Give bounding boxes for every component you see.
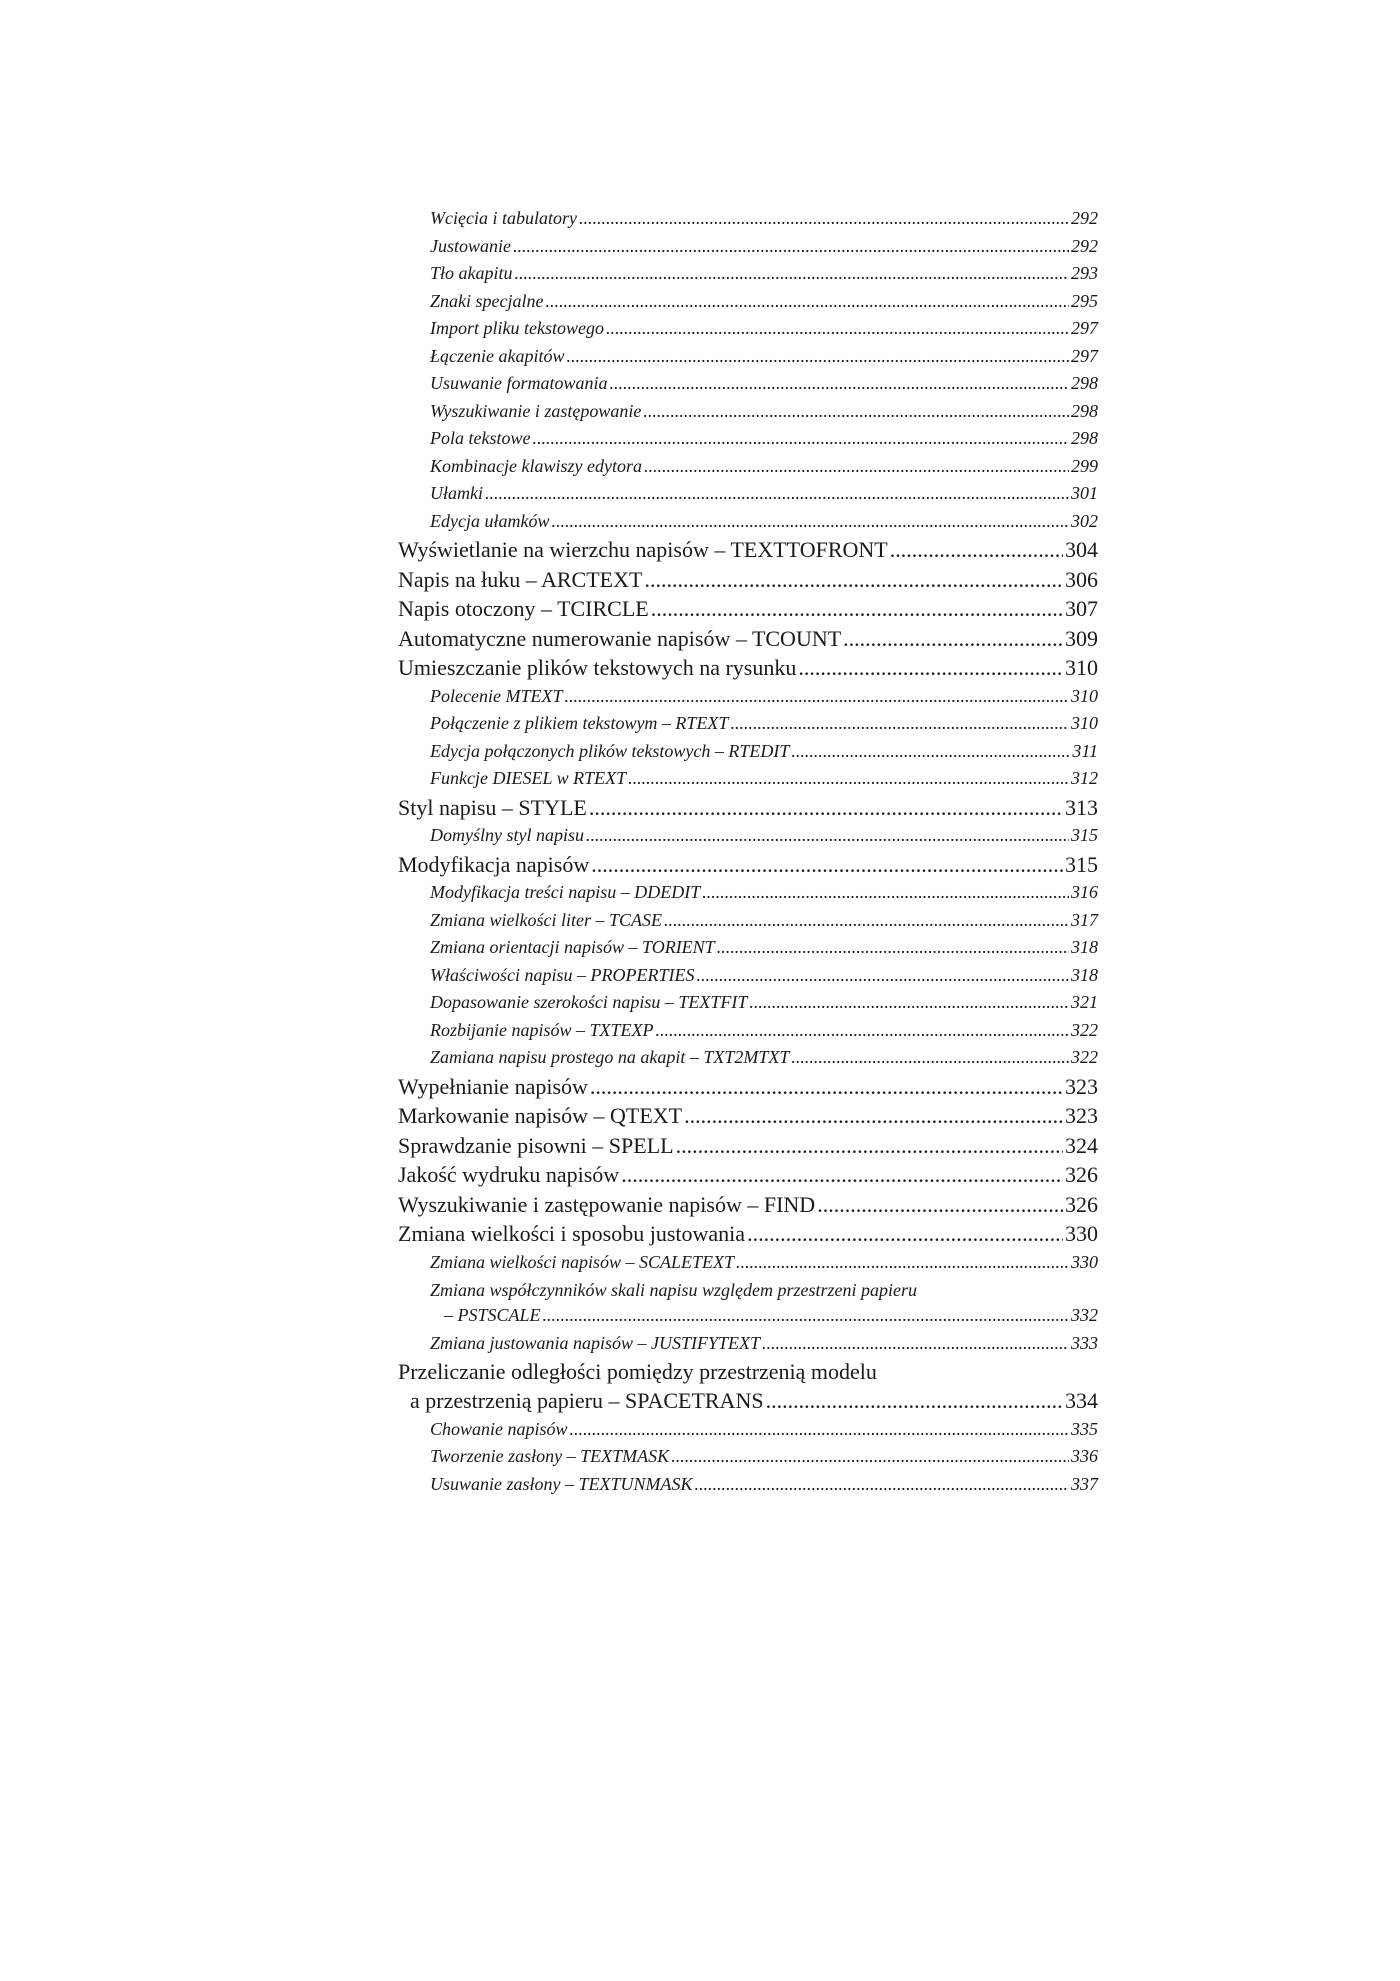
- toc-subsection-entry: [398, 962, 1098, 990]
- toc-entry-page-number: 321: [1071, 992, 1098, 1012]
- toc-entry-page-number: 323: [1065, 1073, 1098, 1099]
- toc-entry-title: Znaki specjalne: [430, 290, 544, 311]
- toc-entry-page-number: 332: [1071, 1305, 1098, 1325]
- dot-leader: [664, 907, 1069, 935]
- toc-entry-line: [430, 453, 1098, 481]
- toc-subsection-entry: [398, 508, 1098, 536]
- toc-entry-page-number: 295: [1071, 290, 1098, 311]
- toc-section-entry: [398, 793, 1098, 823]
- toc-entry-title: Justowanie: [430, 235, 511, 256]
- toc-section-entry: [398, 1160, 1098, 1190]
- toc-subsection-entry: [398, 1017, 1098, 1045]
- toc-subsection-entry: [398, 765, 1098, 793]
- dot-leader: [890, 535, 1063, 565]
- toc-subsection-entry: [398, 205, 1098, 233]
- toc-entry-title-first-line: Zmiana współczynników skali napisu względem przestrzeni papieru: [430, 1280, 917, 1300]
- toc-subsection-entry: [398, 1330, 1098, 1358]
- toc-entry-line: [398, 793, 1098, 823]
- toc-entry-page-number: 336: [1071, 1446, 1098, 1466]
- toc-entry-line: [430, 288, 1098, 316]
- toc-section-entry: [398, 1219, 1098, 1249]
- toc-entry-line: [398, 653, 1098, 683]
- toc-section-entry: [398, 535, 1098, 565]
- toc-entry-page-number: 326: [1065, 1191, 1098, 1217]
- dot-leader: [610, 370, 1069, 398]
- toc-subsection-entry: [398, 288, 1098, 316]
- toc-subsection-entry: [398, 1249, 1098, 1277]
- toc-subsection-entry: [398, 398, 1098, 426]
- toc-entry-line: [430, 1443, 1098, 1471]
- toc-entry-page-number: 337: [1071, 1473, 1098, 1494]
- toc-entry-line: [430, 1471, 1098, 1499]
- toc-entry-line: [430, 738, 1098, 766]
- toc-entry-page-number: 322: [1071, 1047, 1098, 1067]
- toc-entry-page-number: 315: [1071, 825, 1098, 845]
- toc-entry-title: Napis otoczony – TCIRCLE: [398, 596, 649, 621]
- toc-entry-title: Rozbijanie napisów – TXTEXP: [430, 1019, 654, 1040]
- dot-leader: [532, 425, 1069, 453]
- toc-section-entry: [398, 624, 1098, 654]
- toc-entry-title: – PSTSCALE: [444, 1305, 541, 1325]
- toc-entry-title: Automatyczne numerowanie napisów – TCOUNT: [398, 625, 842, 651]
- dot-leader: [589, 793, 1063, 823]
- toc-entry-line: [398, 1386, 1098, 1416]
- dot-leader: [791, 1044, 1069, 1072]
- toc-entry-line: [398, 1190, 1098, 1220]
- toc-entry-title: Zmiana wielkości napisów – SCALETEXT: [430, 1251, 735, 1272]
- toc-entry-title: Zmiana justowania napisów – JUSTIFYTEXT: [430, 1332, 761, 1353]
- toc-entry-line: [430, 934, 1098, 962]
- toc-entry-title: Zmiana orientacji napisów – TORIENT: [430, 937, 715, 957]
- dot-leader: [696, 962, 1069, 990]
- dot-leader: [762, 1330, 1069, 1358]
- toc-entry-line: [430, 765, 1098, 793]
- toc-section-entry: [398, 850, 1098, 880]
- toc-subsection-entry: [398, 260, 1098, 288]
- dot-leader: [671, 1443, 1069, 1471]
- toc-entry-page-number: 318: [1071, 964, 1098, 985]
- toc-entry-title: Pola tekstowe: [430, 428, 531, 448]
- dot-leader: [749, 989, 1069, 1017]
- toc-entry-page-number: 330: [1071, 1251, 1098, 1272]
- toc-entry-line: [398, 1072, 1098, 1102]
- dot-leader: [747, 1219, 1063, 1249]
- dot-leader: [628, 765, 1069, 793]
- toc-entry-page-number: 324: [1065, 1132, 1098, 1158]
- dot-leader: [695, 1471, 1069, 1499]
- toc-entry-line: [430, 1416, 1098, 1444]
- toc-entry-page-number: 298: [1071, 400, 1098, 421]
- toc-entry-title: Wyszukiwanie i zastępowanie napisów – FIND: [398, 1191, 816, 1217]
- toc-entry-page-number: 333: [1071, 1332, 1098, 1353]
- dot-leader: [586, 822, 1069, 850]
- table-of-contents: [398, 205, 1098, 1498]
- toc-subsection-entry: [398, 879, 1098, 907]
- toc-entry-page-number: 297: [1071, 318, 1098, 338]
- toc-entry-page-number: 306: [1065, 566, 1098, 592]
- toc-entry-page-number: 304: [1065, 537, 1098, 562]
- dot-leader: [644, 453, 1069, 481]
- toc-entry-title-first-line: Przeliczanie odległości pomiędzy przestrzenią modelu: [398, 1359, 877, 1384]
- toc-entry-title: Import pliku tekstowego: [430, 318, 604, 338]
- toc-entry-line: [398, 565, 1098, 595]
- toc-subsection-entry: [398, 453, 1098, 481]
- toc-subsection-entry: [398, 480, 1098, 508]
- toc-entry-title: Wyświetlanie na wierzchu napisów – TEXTTOFRONT: [398, 537, 888, 562]
- toc-entry-line: [430, 343, 1098, 371]
- toc-entry-title: Tło akapitu: [430, 263, 513, 283]
- dot-leader: [843, 624, 1063, 654]
- toc-entry-page-number: 301: [1071, 483, 1098, 503]
- toc-entry-title: Tworzenie zasłony – TEXTMASK: [430, 1446, 670, 1466]
- dot-leader: [545, 288, 1069, 316]
- toc-subsection-entry: [398, 343, 1098, 371]
- toc-entry-line: [398, 1160, 1098, 1190]
- toc-entry-line: [398, 1219, 1098, 1249]
- toc-subsection-entry: [398, 907, 1098, 935]
- toc-subsection-entry: [398, 710, 1098, 738]
- toc-entry-page-number: 293: [1071, 263, 1098, 283]
- dot-leader: [643, 398, 1069, 426]
- toc-entry-title: Wyszukiwanie i zastępowanie: [430, 400, 642, 421]
- toc-entry-page-number: 292: [1071, 235, 1098, 256]
- toc-subsection-entry: [398, 1471, 1098, 1499]
- toc-section-entry: [398, 1101, 1098, 1131]
- toc-entry-page-number: 312: [1071, 768, 1098, 788]
- toc-section-entry: [398, 565, 1098, 595]
- toc-entry-line: [430, 315, 1098, 343]
- toc-entry-line: [430, 879, 1098, 907]
- dot-leader: [736, 1249, 1069, 1277]
- toc-entry-line: [430, 1330, 1098, 1358]
- toc-entry-title: Modyfikacja treści napisu – DDEDIT: [430, 882, 701, 902]
- toc-entry-page-number: 313: [1065, 794, 1098, 820]
- dot-leader: [515, 260, 1069, 288]
- toc-entry-line: [430, 1017, 1098, 1045]
- toc-section-entry: [398, 1072, 1098, 1102]
- toc-entry-line: [398, 594, 1098, 624]
- toc-entry-page-number: 299: [1071, 455, 1098, 476]
- dot-leader: [590, 1072, 1063, 1102]
- toc-subsection-entry: [398, 315, 1098, 343]
- dot-leader: [766, 1386, 1063, 1416]
- toc-entry-line: [430, 398, 1098, 426]
- toc-entry-line: [430, 508, 1098, 536]
- dot-leader: [591, 850, 1063, 880]
- toc-section-entry: [398, 1131, 1098, 1161]
- toc-entry-line: [430, 370, 1098, 398]
- dot-leader: [513, 233, 1069, 261]
- toc-entry-line: [430, 683, 1098, 711]
- toc-entry-line: [398, 1131, 1098, 1161]
- toc-entry-title: Ułamki: [430, 483, 483, 503]
- toc-entry-line: [430, 1249, 1098, 1277]
- toc-entry-line: [430, 822, 1098, 850]
- dot-leader: [717, 934, 1069, 962]
- toc-section-entry: [398, 1357, 1098, 1416]
- toc-entry-title: Kombinacje klawiszy edytora: [430, 455, 642, 476]
- dot-leader: [791, 738, 1070, 766]
- dot-leader: [656, 1017, 1069, 1045]
- toc-entry-title: Edycja ułamków: [430, 510, 550, 531]
- dot-leader: [651, 594, 1063, 624]
- toc-subsection-entry: [398, 822, 1098, 850]
- toc-subsection-entry: [398, 683, 1098, 711]
- dot-leader: [485, 480, 1069, 508]
- toc-entry-title: Edycja połączonych plików tekstowych – RTEDIT: [430, 740, 790, 761]
- toc-entry-line: [430, 205, 1098, 233]
- toc-entry-page-number: 322: [1071, 1019, 1098, 1040]
- toc-subsection-entry: [398, 989, 1098, 1017]
- toc-entry-title: Dopasowanie szerokości napisu – TEXTFIT: [430, 992, 748, 1012]
- toc-entry-page-number: 292: [1071, 208, 1098, 228]
- dot-leader: [570, 1416, 1069, 1444]
- toc-entry-title: Usuwanie zasłony – TEXTUNMASK: [430, 1473, 693, 1494]
- toc-subsection-entry: [398, 1443, 1098, 1471]
- toc-entry-page-number: 307: [1065, 596, 1098, 621]
- toc-entry-page-number: 309: [1065, 625, 1098, 651]
- toc-entry-page-number: 335: [1071, 1418, 1098, 1439]
- toc-entry-page-number: 310: [1071, 713, 1098, 733]
- dot-leader: [817, 1190, 1063, 1220]
- dot-leader: [543, 1302, 1069, 1330]
- dot-leader: [644, 565, 1063, 595]
- toc-entry-line: [398, 850, 1098, 880]
- toc-entry-title: Funkcje DIESEL w RTEXT: [430, 768, 627, 788]
- dot-leader: [684, 1101, 1063, 1131]
- toc-entry-page-number: 318: [1071, 937, 1098, 957]
- dot-leader: [564, 683, 1069, 711]
- dot-leader: [579, 205, 1069, 233]
- toc-entry-title: Łączenie akapitów: [430, 345, 565, 366]
- toc-entry-line: [430, 989, 1098, 1017]
- toc-entry-title: Domyślny styl napisu: [430, 825, 584, 845]
- toc-entry-page-number: 311: [1072, 740, 1098, 761]
- toc-entry-title: Umieszczanie plików tekstowych na rysunku: [398, 655, 797, 680]
- toc-subsection-entry: [398, 1278, 1098, 1330]
- toc-entry-line: [430, 480, 1098, 508]
- toc-subsection-entry: [398, 934, 1098, 962]
- toc-entry-title: a przestrzenią papieru – SPACETRANS: [410, 1388, 764, 1413]
- toc-entry-page-number: 330: [1065, 1221, 1098, 1246]
- toc-entry-page-number: 323: [1065, 1103, 1098, 1128]
- toc-entry-page-number: 310: [1065, 655, 1098, 680]
- toc-entry-line: [398, 1101, 1098, 1131]
- dot-leader: [551, 508, 1069, 536]
- toc-entry-title: Sprawdzanie pisowni – SPELL: [398, 1132, 674, 1158]
- toc-entry-page-number: 317: [1071, 909, 1098, 930]
- dot-leader: [606, 315, 1069, 343]
- dot-leader: [702, 879, 1069, 907]
- toc-entry-page-number: 298: [1071, 428, 1098, 448]
- toc-entry-title: Zmiana wielkości liter – TCASE: [430, 909, 662, 930]
- toc-entry-title: Styl napisu – STYLE: [398, 794, 587, 820]
- toc-entry-page-number: 316: [1071, 882, 1098, 902]
- dot-leader: [798, 653, 1063, 683]
- toc-entry-page-number: 310: [1071, 685, 1098, 706]
- toc-entry-line: [430, 1302, 1098, 1330]
- toc-section-entry: [398, 1190, 1098, 1220]
- toc-entry-title: Wypełnianie napisów: [398, 1073, 588, 1099]
- toc-entry-title: Zmiana wielkości i sposobu justowania: [398, 1221, 746, 1246]
- toc-subsection-entry: [398, 370, 1098, 398]
- toc-entry-title: Jakość wydruku napisów: [398, 1162, 620, 1187]
- toc-entry-title: Markowanie napisów – QTEXT: [398, 1103, 683, 1128]
- dot-leader: [730, 710, 1069, 738]
- toc-entry-page-number: 302: [1071, 510, 1098, 531]
- toc-entry-title: Zamiana napisu prostego na akapit – TXT2MTXT: [430, 1047, 790, 1067]
- toc-entry-line: [398, 624, 1098, 654]
- toc-entry-title: Wcięcia i tabulatory: [430, 208, 577, 228]
- toc-subsection-entry: [398, 738, 1098, 766]
- toc-subsection-entry: [398, 1044, 1098, 1072]
- toc-section-entry: [398, 653, 1098, 683]
- toc-entry-line: [398, 535, 1098, 565]
- toc-entry-page-number: 326: [1065, 1162, 1098, 1187]
- toc-entry-page-number: 298: [1071, 373, 1098, 393]
- toc-entry-title: Chowanie napisów: [430, 1418, 568, 1439]
- toc-entry-line: [430, 962, 1098, 990]
- toc-entry-line: [430, 425, 1098, 453]
- toc-entry-line: [430, 710, 1098, 738]
- toc-entry-line: [430, 1044, 1098, 1072]
- toc-entry-title: Właściwości napisu – PROPERTIES: [430, 964, 695, 985]
- toc-entry-title: Usuwanie formatowania: [430, 373, 608, 393]
- toc-entry-title: Polecenie MTEXT: [430, 685, 563, 706]
- dot-leader: [676, 1131, 1063, 1161]
- toc-entry-line: [430, 907, 1098, 935]
- toc-entry-page-number: 315: [1065, 851, 1098, 877]
- toc-entry-page-number: 334: [1065, 1388, 1098, 1413]
- toc-entry-line: [430, 233, 1098, 261]
- toc-subsection-entry: [398, 1416, 1098, 1444]
- toc-entry-title: Połączenie z plikiem tekstowym – RTEXT: [430, 713, 729, 733]
- toc-subsection-entry: [398, 233, 1098, 261]
- dot-leader: [621, 1160, 1063, 1190]
- toc-entry-title: Modyfikacja napisów: [398, 851, 590, 877]
- toc-entry-page-number: 297: [1071, 345, 1098, 366]
- toc-subsection-entry: [398, 425, 1098, 453]
- toc-section-entry: [398, 594, 1098, 624]
- toc-entry-line: [430, 260, 1098, 288]
- toc-entry-title: Napis na łuku – ARCTEXT: [398, 566, 643, 592]
- dot-leader: [566, 343, 1069, 371]
